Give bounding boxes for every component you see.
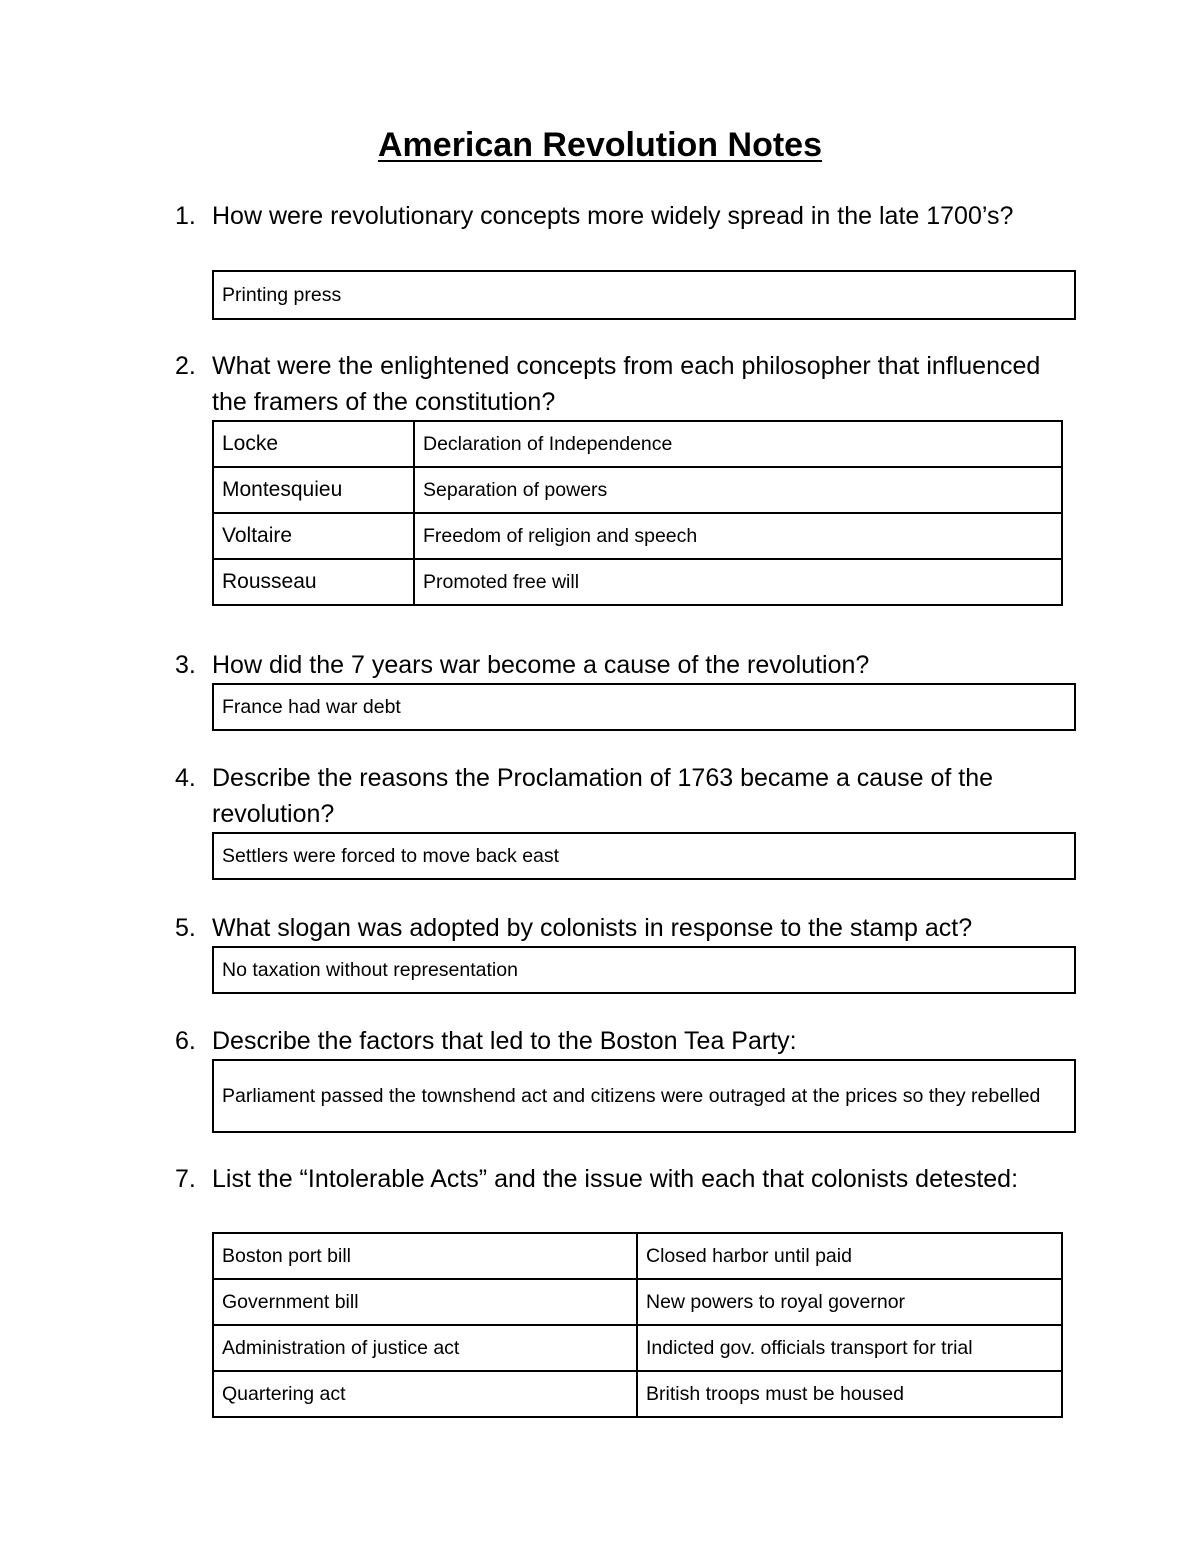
question-2 (175, 348, 1072, 420)
question-number: 7. (175, 1165, 196, 1193)
answer-text: Parliament passed the townshend act and citizens were outraged at the prices so they rebelled (222, 1084, 1041, 1107)
answer-box-5 (212, 946, 1076, 994)
act-name: Boston port bill (213, 1233, 637, 1279)
question-1 (175, 198, 1072, 234)
philosopher-concept: Promoted free will (414, 559, 1062, 605)
philosopher-table (212, 420, 1063, 606)
answer-box-1 (212, 270, 1076, 320)
act-issue: British troops must be housed (637, 1371, 1062, 1417)
philosopher-name: Locke (213, 421, 414, 467)
question-text: Describe the factors that led to the Boston Tea Party: (212, 1027, 797, 1055)
question-text: How did the 7 years war become a cause of the revolution? (212, 651, 870, 679)
act-name: Quartering act (213, 1371, 637, 1417)
philosopher-concept: Declaration of Independence (414, 421, 1062, 467)
act-issue: Closed harbor until paid (637, 1233, 1062, 1279)
question-text: How were revolutionary concepts more widely spread in the late 1700’s? (212, 202, 1014, 230)
table-row (213, 421, 1062, 467)
question-number: 3. (175, 651, 196, 679)
table-row (213, 467, 1062, 513)
question-number: 1. (175, 202, 196, 230)
table-row (213, 1325, 1062, 1371)
table-row (213, 1233, 1062, 1279)
act-issue: Indicted gov. officials transport for trial (637, 1325, 1062, 1371)
philosopher-concept: Separation of powers (414, 467, 1062, 513)
question-5 (175, 910, 1072, 946)
question-7 (175, 1161, 1072, 1197)
act-name: Administration of justice act (213, 1325, 637, 1371)
act-issue: New powers to royal governor (637, 1279, 1062, 1325)
answer-text: France had war debt (222, 695, 401, 718)
answer-text: Settlers were forced to move back east (222, 844, 560, 867)
question-text: List the “Intolerable Acts” and the issue with each that colonists detested: (212, 1165, 1019, 1193)
table-row (213, 1371, 1062, 1417)
question-text: Describe the reasons the Proclamation of 1763 became a cause of the revolution? (212, 764, 994, 828)
philosopher-name: Voltaire (213, 513, 414, 559)
answer-box-4 (212, 832, 1076, 880)
question-number: 2. (175, 352, 196, 380)
question-6 (175, 1023, 1072, 1059)
philosopher-name: Rousseau (213, 559, 414, 605)
answer-text: Printing press (222, 283, 342, 306)
answer-box-6 (212, 1059, 1076, 1133)
question-number: 6. (175, 1027, 196, 1055)
question-number: 5. (175, 914, 196, 942)
table-row (213, 1279, 1062, 1325)
question-3 (175, 647, 1072, 683)
philosopher-concept: Freedom of religion and speech (414, 513, 1062, 559)
question-text: What slogan was adopted by colonists in response to the stamp act? (212, 914, 973, 942)
table-row (213, 513, 1062, 559)
question-number: 4. (175, 764, 196, 792)
answer-box-3 (212, 683, 1076, 731)
table-row (213, 559, 1062, 605)
page-title: American Revolution Notes (378, 126, 822, 164)
question-text: What were the enlightened concepts from each philosopher that influenced the framers of the constitution? (212, 352, 1041, 416)
act-name: Government bill (213, 1279, 637, 1325)
philosopher-name: Montesquieu (213, 467, 414, 513)
intolerable-acts-table (212, 1232, 1063, 1418)
answer-text: No taxation without representation (222, 958, 518, 981)
question-4 (175, 760, 1072, 832)
